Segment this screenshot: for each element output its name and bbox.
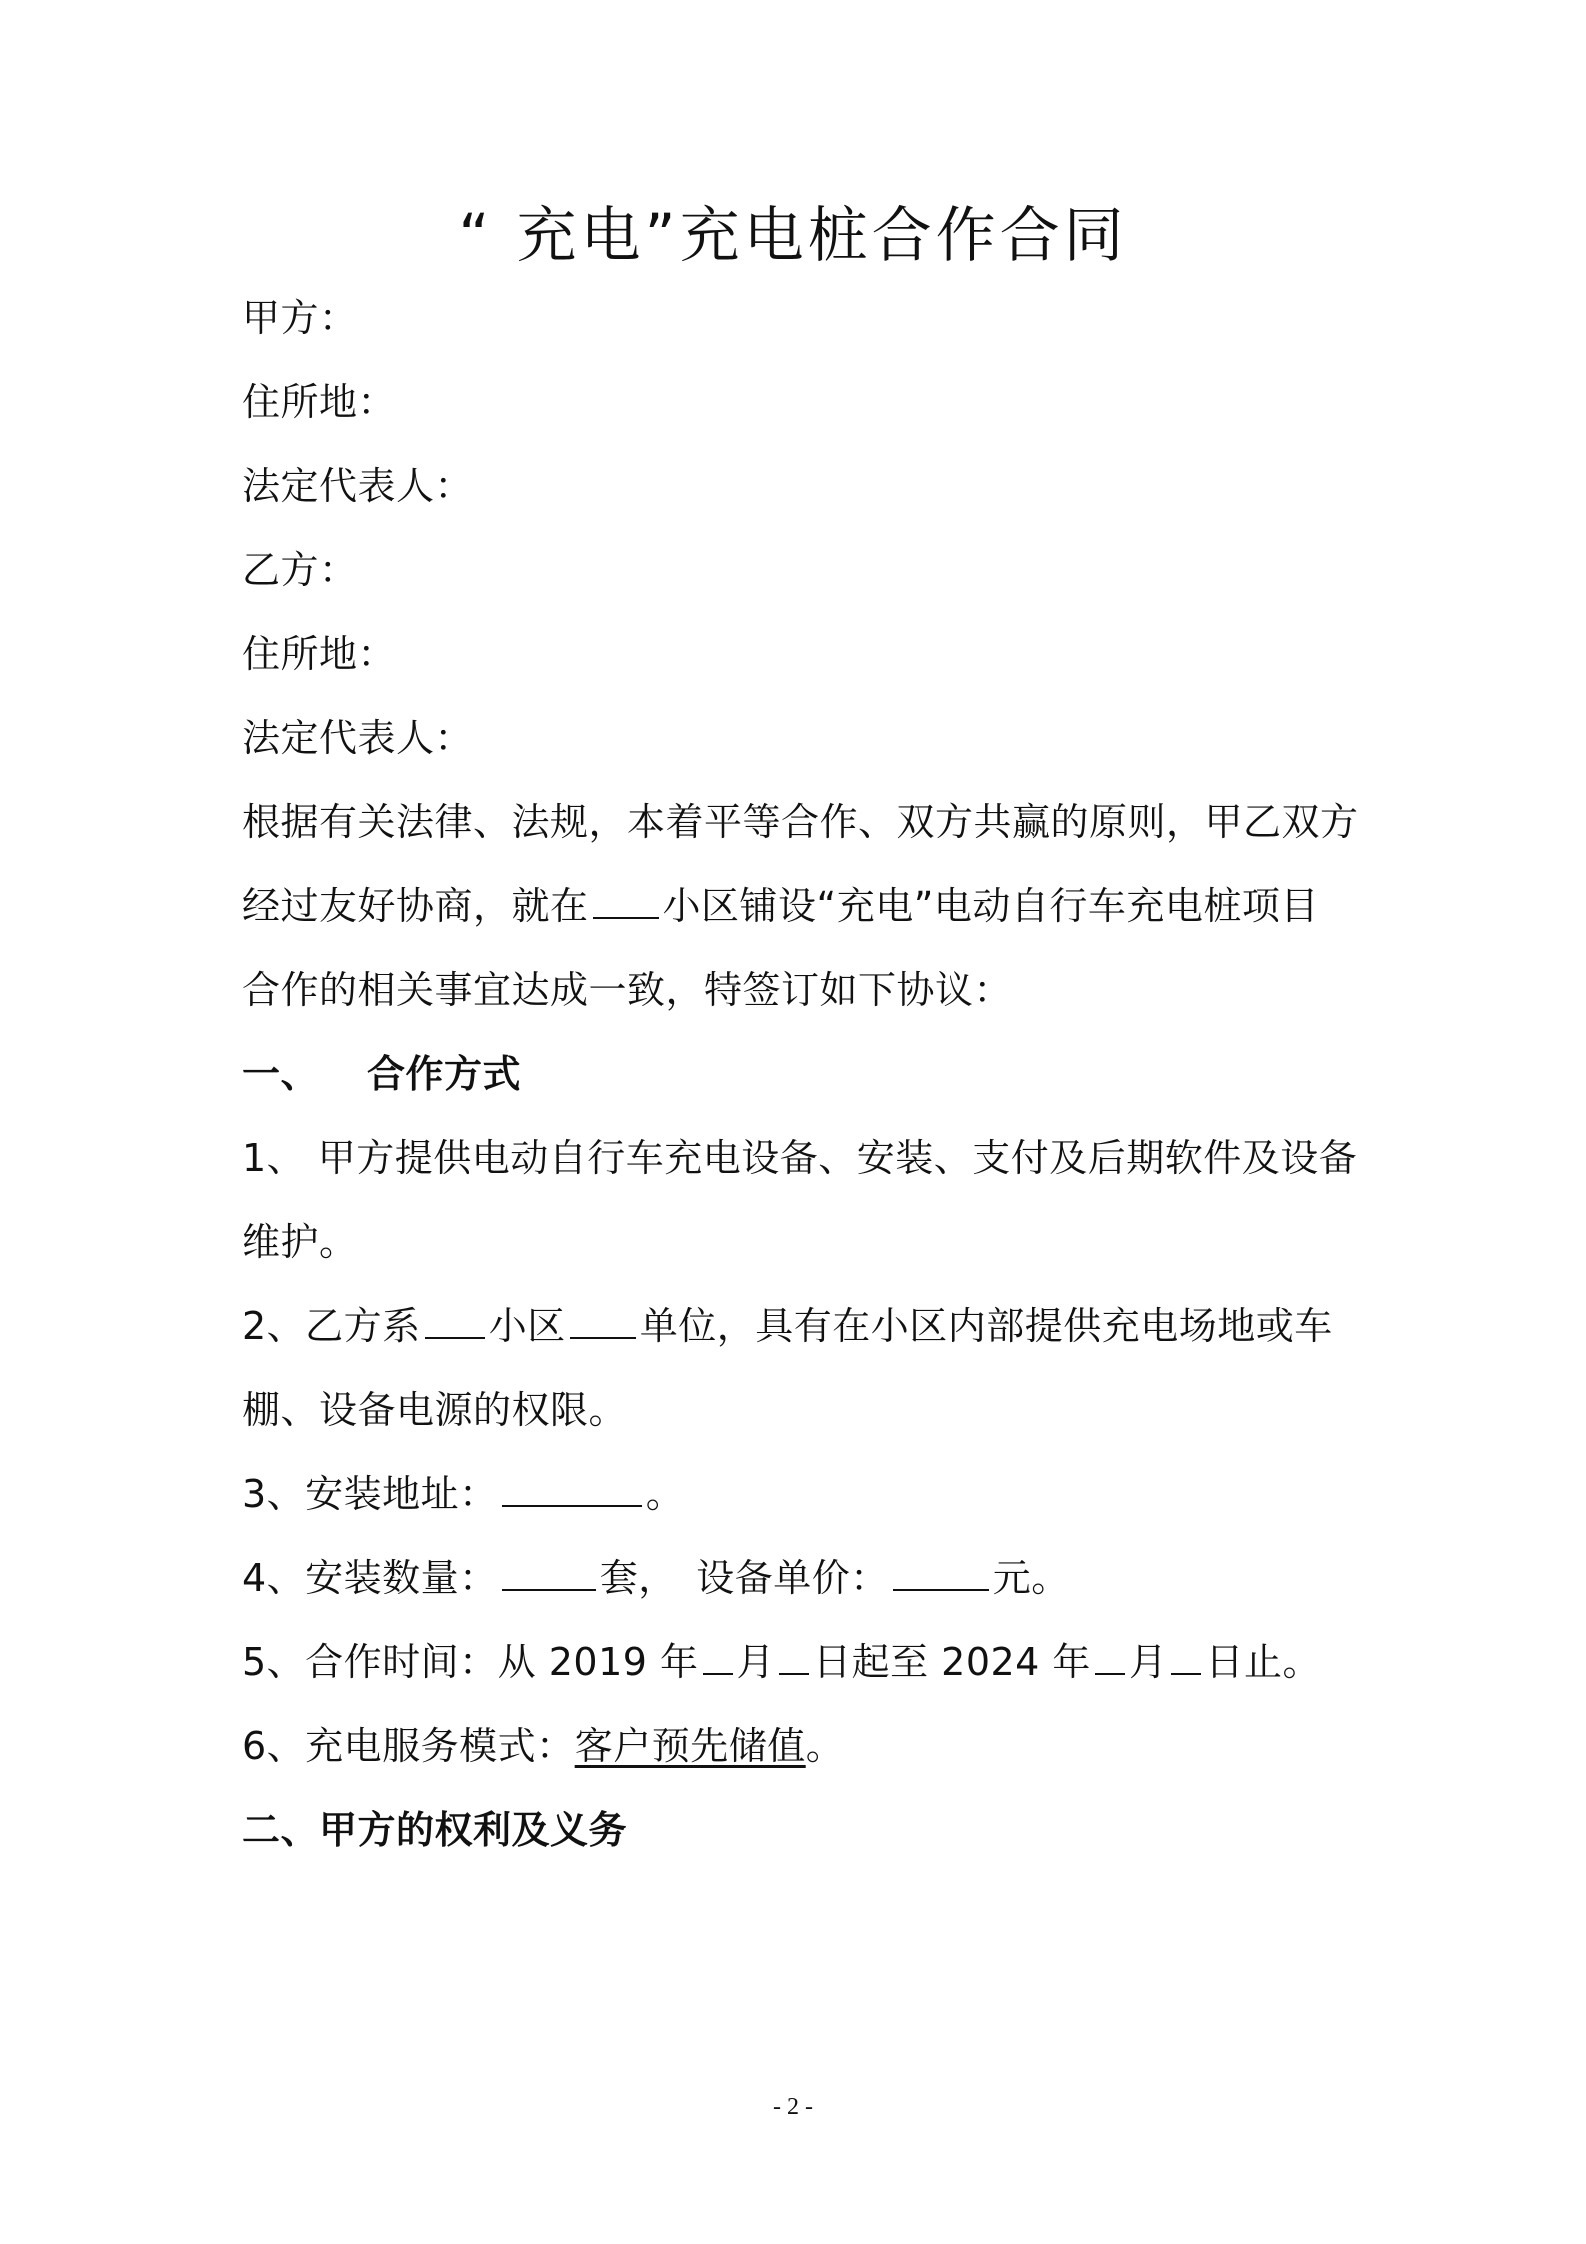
party-a-address-label: 住所地： (242, 380, 397, 424)
item-5-text-a: 5、合作时间：从 2019 年 (242, 1640, 699, 1684)
intro-line-1: 根据有关法律、法规，本着平等合作、双方共赢的原则，甲乙双方 (242, 800, 1359, 844)
item-3-text-b: 。 (645, 1472, 685, 1516)
item-5-text-d: 月 (1128, 1640, 1168, 1684)
item-2-text-c: 单位，具有在小区内部提供充电场地或车 (639, 1304, 1333, 1348)
service-mode-value: 客户预先储值 (574, 1724, 806, 1768)
party-b-label: 乙方： (242, 548, 358, 592)
community-blank (593, 883, 659, 919)
item-2-blank-2 (570, 1303, 636, 1339)
intro-line-2-b: 小区铺设“充电”电动自行车充电桩项目 (662, 884, 1319, 928)
item-4-text-b: 套， 设备单价： (599, 1556, 889, 1600)
contract-title: “ 充电”充电桩合作合同 (458, 201, 1128, 271)
start-day-blank (779, 1639, 809, 1675)
section-1-heading (242, 1048, 521, 1100)
end-month-blank (1095, 1639, 1125, 1675)
item-5-text-c: 日起至 2024 年 (813, 1640, 1091, 1684)
item-3-line (242, 1468, 684, 1520)
item-2-line-1 (242, 1300, 1333, 1352)
item-2-line-2: 棚、设备电源的权限。 (242, 1388, 628, 1432)
item-6-line (242, 1720, 844, 1772)
section-1-title: 合作方式 (367, 1052, 522, 1096)
section-1-number: 一、 (242, 1052, 320, 1096)
install-address-blank (502, 1471, 642, 1507)
party-b-rep-label: 法定代表人： (242, 716, 474, 760)
intro-line-2-a: 经过友好协商，就在 (242, 884, 589, 928)
item-4-line (242, 1552, 1070, 1604)
item-6-text-a: 6、充电服务模式： (242, 1724, 575, 1768)
intro-line-2 (242, 880, 1319, 932)
party-b-address-label: 住所地： (242, 632, 397, 676)
party-a-label: 甲方： (242, 296, 358, 340)
unit-price-blank (893, 1555, 989, 1591)
install-quantity-blank (502, 1555, 596, 1591)
item-5-text-b: 月 (736, 1640, 776, 1684)
item-3-text-a: 3、安装地址： (242, 1472, 498, 1516)
item-2-text-b: 小区 (488, 1304, 566, 1348)
item-1-line-2: 维护。 (242, 1220, 358, 1264)
start-month-blank (703, 1639, 733, 1675)
item-4-text-a: 4、安装数量： (242, 1556, 498, 1600)
page-number: - 2 - (773, 2094, 813, 2120)
item-6-text-c: 。 (805, 1724, 845, 1768)
intro-line-3: 合作的相关事宜达成一致，特签订如下协议： (242, 968, 1013, 1012)
party-a-rep-label: 法定代表人： (242, 464, 474, 508)
end-day-blank (1171, 1639, 1201, 1675)
item-1-line-1: 1、 甲方提供电动自行车充电设备、安装、支付及后期软件及设备 (242, 1136, 1358, 1180)
item-2-blank-1 (425, 1303, 485, 1339)
item-4-text-c: 元。 (992, 1556, 1070, 1600)
item-2-text-a: 2、乙方系 (242, 1304, 421, 1348)
item-5-line (242, 1636, 1321, 1688)
item-5-text-e: 日止。 (1205, 1640, 1321, 1684)
section-2-heading: 二、甲方的权利及义务 (242, 1808, 628, 1852)
